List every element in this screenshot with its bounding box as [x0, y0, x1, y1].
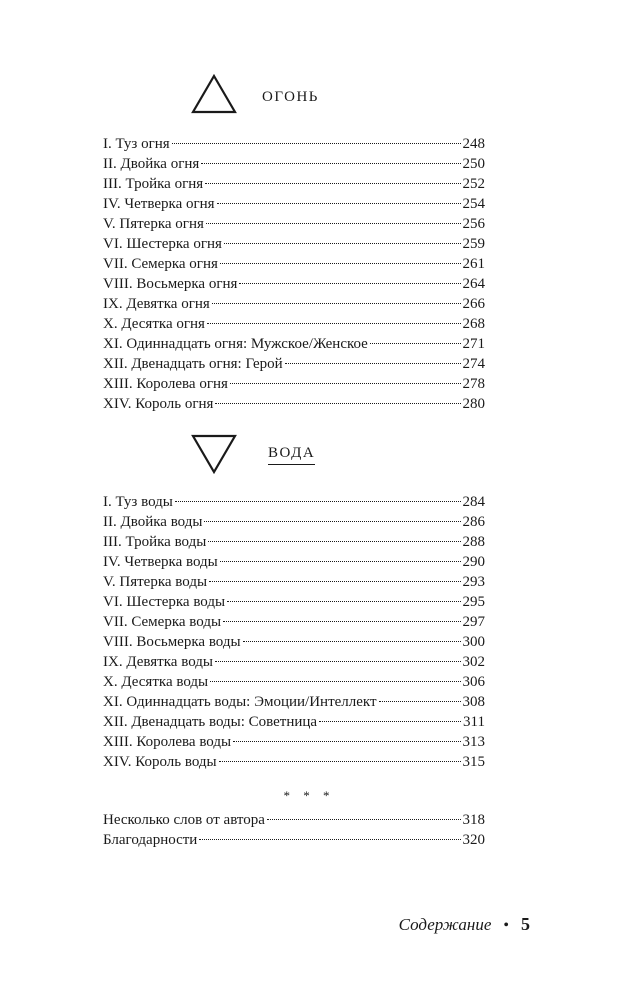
leader-dots [243, 641, 461, 642]
toc-entry[interactable]: I. Туз огня 248 [103, 136, 485, 152]
toc-entry[interactable]: IV. Четверка воды 290 [103, 554, 485, 570]
toc-entry[interactable]: V. Пятерка воды 293 [103, 574, 485, 590]
toc-entry[interactable]: III. Тройка воды 288 [103, 534, 485, 550]
toc-entry[interactable]: IX. Девятка воды 302 [103, 654, 485, 670]
toc-entry[interactable]: VIII. Восьмерка огня 264 [103, 276, 485, 292]
toc-entry[interactable]: Несколько слов от автора 318 [103, 812, 485, 828]
leader-dots [267, 819, 461, 820]
leader-dots [201, 163, 460, 164]
toc-fire [103, 134, 485, 414]
toc-entry[interactable]: XI. Одиннадцать огня: Мужское/Женское 271 [103, 336, 485, 352]
section-water-title: вода [268, 438, 315, 465]
leader-dots [220, 561, 461, 562]
bullet-separator: • [503, 917, 509, 934]
toc-entry[interactable]: V. Пятерка огня 256 [103, 216, 485, 232]
toc-entry[interactable]: XII. Двенадцать огня: Герой 274 [103, 356, 485, 372]
leader-dots [224, 243, 461, 244]
triangle-down-icon [191, 434, 237, 474]
leader-dots [215, 403, 460, 404]
leader-dots [319, 721, 461, 722]
toc-entry[interactable]: II. Двойка огня 250 [103, 156, 485, 172]
toc-entry[interactable]: XII. Двенадцать воды: Советница 311 [103, 714, 485, 730]
toc-entry[interactable]: X. Десятка воды 306 [103, 674, 485, 690]
toc-entry[interactable]: XIV. Король воды 315 [103, 754, 485, 770]
leader-dots [212, 303, 461, 304]
leader-dots [370, 343, 461, 344]
toc-entry[interactable]: I. Туз воды 284 [103, 494, 485, 510]
toc-entry[interactable]: XIII. Королева воды 313 [103, 734, 485, 750]
toc-entry[interactable]: VII. Семерка воды 297 [103, 614, 485, 630]
toc-entry[interactable]: III. Тройка огня 252 [103, 176, 485, 192]
section-water-header [0, 434, 618, 474]
leader-dots [227, 601, 460, 602]
leader-dots [207, 323, 461, 324]
leader-dots [239, 283, 460, 284]
toc-entry[interactable]: X. Десятка огня 268 [103, 316, 485, 332]
leader-dots [209, 581, 460, 582]
leader-dots [204, 521, 460, 522]
leader-dots [285, 363, 461, 364]
separator: * * * [283, 788, 335, 803]
section-fire-title: огонь [262, 82, 319, 106]
toc-entry[interactable]: IX. Девятка огня 266 [103, 296, 485, 312]
triangle-up-icon [191, 74, 237, 114]
toc-entry[interactable]: VIII. Восьмерка воды 300 [103, 634, 485, 650]
toc-entry[interactable]: XI. Одиннадцать воды: Эмоции/Интеллект 308 [103, 694, 485, 710]
leader-dots [217, 203, 461, 204]
leader-dots [233, 741, 460, 742]
leader-dots [175, 501, 461, 502]
leader-dots [199, 839, 460, 840]
toc-entry[interactable]: VI. Шестерка воды 295 [103, 594, 485, 610]
leader-dots [219, 761, 461, 762]
page-footer [399, 914, 530, 935]
leader-dots [379, 701, 461, 702]
section-fire-header [0, 74, 618, 114]
toc-water [103, 492, 485, 772]
leader-dots [230, 383, 461, 384]
toc-entry[interactable]: VI. Шестерка огня 259 [103, 236, 485, 252]
toc-entry[interactable]: XIV. Король огня 280 [103, 396, 485, 412]
toc-entry[interactable]: IV. Четверка огня 254 [103, 196, 485, 212]
toc-entry[interactable]: XIII. Королева огня 278 [103, 376, 485, 392]
toc-entry[interactable]: II. Двойка воды 286 [103, 514, 485, 530]
running-title: Содержание [398, 915, 492, 934]
leader-dots [210, 681, 460, 682]
leader-dots [220, 263, 461, 264]
leader-dots [215, 661, 461, 662]
toc-entry[interactable]: VII. Семерка огня 261 [103, 256, 485, 272]
leader-dots [205, 183, 460, 184]
toc-extra [103, 810, 485, 850]
toc-entry[interactable]: Благодарности 320 [103, 832, 485, 848]
leader-dots [206, 223, 461, 224]
leader-dots [208, 541, 460, 542]
leader-dots [172, 143, 461, 144]
page-number: 5 [521, 914, 530, 934]
leader-dots [223, 621, 460, 622]
